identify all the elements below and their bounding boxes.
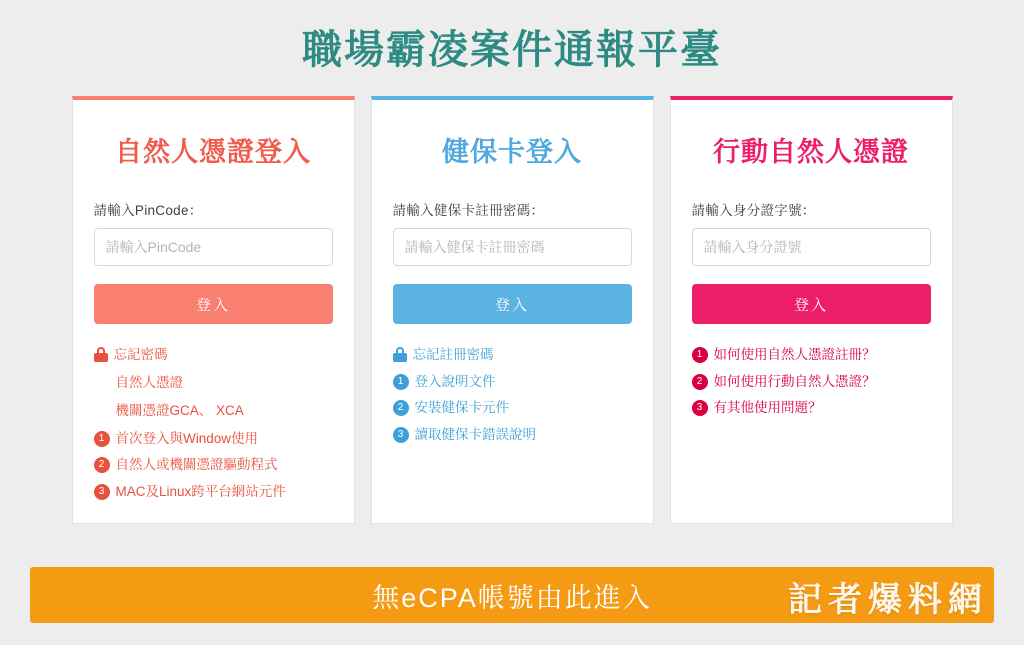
login-button-health-insurance-card[interactable]: 登入 xyxy=(393,284,632,324)
number-bullet-icon: 1 xyxy=(692,347,708,363)
login-cards-container xyxy=(0,96,1024,524)
link-install-health-card-component[interactable] xyxy=(393,399,632,417)
number-bullet-icon: 3 xyxy=(393,427,409,443)
link-label: 自然人或機關憑證驅動程式 xyxy=(115,457,278,473)
link-label: 讀取健保卡錯誤說明 xyxy=(414,426,536,442)
link-label: 忘記密碼 xyxy=(113,347,168,362)
card-title-mobile-natural-person-cert: 行動自然人憑證 xyxy=(713,137,909,167)
number-bullet-icon: 1 xyxy=(393,374,409,390)
login-button-mobile-natural-person-cert[interactable]: 登入 xyxy=(692,284,931,324)
link-agency-cert-gca-xca[interactable]: 機關憑證GCA、 XCA xyxy=(115,403,244,419)
login-card-health-insurance-card xyxy=(371,96,654,524)
link-health-card-read-error[interactable] xyxy=(393,426,632,444)
link-label: 忘記註冊密碼 xyxy=(412,347,494,362)
health-card-password-label: 請輸入健保卡註冊密碼： xyxy=(392,203,545,218)
no-ecpa-account-label: 無eCPA帳號由此進入 xyxy=(372,582,652,613)
number-bullet-icon: 3 xyxy=(94,484,110,500)
number-bullet-icon: 2 xyxy=(94,457,110,473)
link-label: 如何使用自然人憑證註冊？ xyxy=(713,347,876,362)
health-card-password-input[interactable] xyxy=(393,228,632,266)
watermark-text: 記者爆料網 xyxy=(788,581,988,619)
pincode-label: 請輸入PinCode： xyxy=(93,203,203,218)
link-mac-linux-component[interactable] xyxy=(94,483,333,501)
lock-icon xyxy=(94,347,108,362)
links-mobile-natural-person-cert xyxy=(692,346,931,417)
link-label: 登入說明文件 xyxy=(414,373,496,389)
link-label: 有其他使用問題？ xyxy=(713,400,822,416)
link-label: 首次登入與Window使用 xyxy=(115,430,259,446)
login-button-natural-person-cert[interactable]: 登入 xyxy=(94,284,333,324)
link-forgot-password[interactable] xyxy=(94,346,333,364)
pincode-input[interactable] xyxy=(94,228,333,266)
link-label: MAC及Linux跨平台網站元件 xyxy=(115,483,286,499)
links-natural-person-cert xyxy=(94,346,333,500)
link-cert-driver[interactable] xyxy=(94,456,333,474)
number-bullet-icon: 3 xyxy=(692,400,708,416)
login-card-natural-person-cert xyxy=(72,96,355,524)
page-title: 職場霸凌案件通報平臺 xyxy=(302,28,722,72)
number-bullet-icon: 1 xyxy=(94,431,110,447)
link-other-questions[interactable] xyxy=(692,399,931,417)
id-number-input[interactable] xyxy=(692,228,931,266)
link-label: 安裝健保卡元件 xyxy=(414,400,509,416)
number-bullet-icon: 2 xyxy=(692,374,708,390)
link-forgot-registration-password[interactable] xyxy=(393,346,632,364)
links-health-insurance-card xyxy=(393,346,632,443)
lock-icon xyxy=(393,347,407,362)
login-card-mobile-natural-person-cert xyxy=(670,96,953,524)
card-title-natural-person-cert: 自然人憑證登入 xyxy=(115,137,311,167)
number-bullet-icon: 2 xyxy=(393,400,409,416)
link-how-to-register-cert[interactable] xyxy=(692,346,931,364)
link-login-instructions[interactable] xyxy=(393,373,632,391)
link-label: 如何使用行動自然人憑證？ xyxy=(713,373,876,389)
id-number-label: 請輸入身分證字號： xyxy=(691,203,816,218)
link-first-login-windows[interactable] xyxy=(94,430,333,448)
link-natural-person-cert-info[interactable]: 自然人憑證 xyxy=(115,374,183,390)
card-title-health-insurance-card: 健保卡登入 xyxy=(442,137,582,167)
link-how-to-use-mobile-cert[interactable] xyxy=(692,373,931,391)
